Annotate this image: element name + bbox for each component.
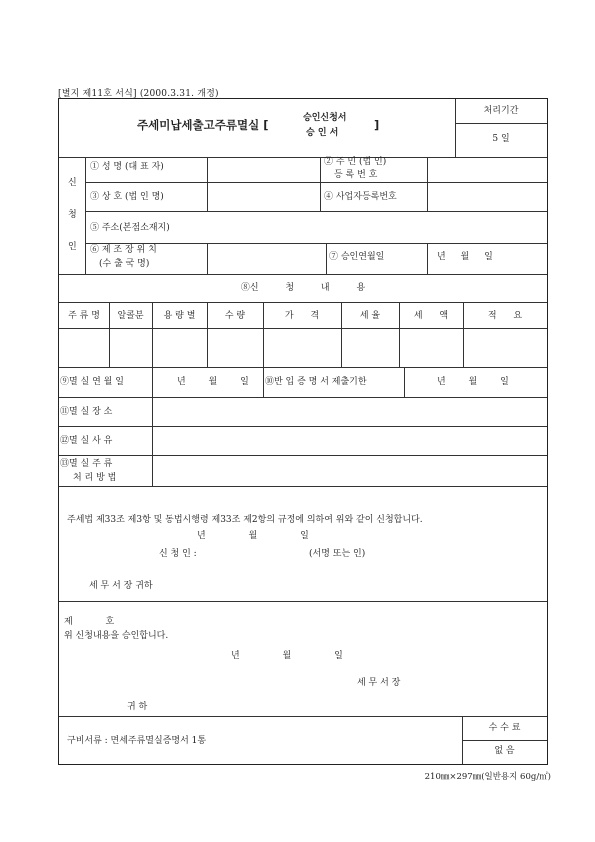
fee-value: 없 음 [494, 746, 515, 756]
loss-reason-label: ⑫멸 실 사 유 [60, 436, 113, 446]
approval-date-label: ⑦ 승인연월일 [329, 252, 385, 262]
declaration-applicant: 신 청 인 : [159, 549, 197, 559]
declaration-sign: (서명 또는 인) [309, 549, 366, 559]
business-number-label: ④ 사업자등록번호 [324, 192, 397, 202]
declaration-recipient: 세 무 서 장 귀하 [89, 581, 153, 591]
declaration-date: 년 월 일 [197, 531, 309, 541]
approval-office: 세 무 서 장 [357, 678, 401, 688]
loss-place-label: ⑪멸 실 장 소 [60, 407, 113, 417]
fee-label: 수 수 료 [488, 723, 521, 733]
approval-recipient: 귀 하 [127, 702, 148, 712]
resident-number-label-2: 등 록 번 호 [334, 170, 378, 180]
form-title: 주세미납세출고주류멸실 [ [137, 118, 269, 132]
certificate-deadline-fill: 년 월 일 [437, 377, 509, 387]
column-quantity: 수 량 [224, 311, 246, 321]
loss-date-fill: 년 월 일 [177, 377, 249, 387]
column-alcohol: 알콜분 [117, 311, 144, 321]
trade-name-label: ③ 상 호 (법 인 명) [90, 192, 164, 202]
applicant-side-label-2: 청 [68, 210, 77, 220]
applicant-side-label-1: 신 [68, 178, 77, 188]
applicant-side-label-3: 인 [68, 242, 77, 252]
column-tax-amount: 세 액 [413, 311, 449, 321]
column-tax-rate: 세 율 [359, 311, 381, 321]
factory-location-label: ⑥ 제 조 장 위 치 [90, 245, 157, 255]
column-capacity: 용 량 별 [163, 311, 196, 321]
column-remarks: 적 요 [487, 311, 523, 321]
resident-number-label: ② 주 민 (법 인) [324, 157, 387, 167]
title-bracket-close: ] [374, 118, 380, 132]
loss-method-label: ⑬멸 실 주 류 [60, 459, 113, 469]
title-option-application: 승인신청서 [303, 113, 347, 123]
name-label: ① 성 명 (대 표 자) [90, 162, 164, 172]
approval-date: 년 월 일 [231, 651, 343, 661]
certificate-deadline-label: ⑩반 입 증 명 서 제출기한 [265, 377, 367, 387]
approval-number: 제 호 [64, 617, 115, 627]
loss-date-label: ⑨멸 실 연 월 일 [60, 377, 124, 387]
approval-statement: 위 신청내용을 승인합니다. [64, 631, 169, 641]
form-header: [별지 제11호 서식] (2000.3.31. 개정) [58, 89, 219, 99]
title-option-approval: 승 인 서 [306, 128, 339, 138]
declaration-statement: 주세법 제33조 제3항 및 동법시행령 제33조 제2항의 규정에 의하여 위와 같이 신청합니다. [67, 515, 423, 525]
processing-period-label: 처리기간 [483, 106, 519, 116]
column-price: 가 격 [284, 311, 320, 321]
factory-location-label-2: (수 출 국 명) [99, 259, 150, 269]
column-liquor-name: 주 류 명 [68, 311, 100, 321]
processing-period-value: 5 일 [492, 134, 510, 144]
paper-spec-footer: 210㎜×297㎜(일반용지 60g/㎡) [424, 772, 551, 782]
loss-method-label-2: 처 리 방 법 [73, 473, 117, 483]
address-label: ⑤ 주소(본점소재지) [90, 223, 170, 233]
application-form [58, 98, 548, 765]
approval-date-fill: 년 월 일 [437, 252, 493, 262]
required-documents: 구비서류 : 면세주류멸실증명서 1통 [67, 736, 207, 746]
contents-section-title: ⑧신 청 내 용 [240, 283, 366, 293]
